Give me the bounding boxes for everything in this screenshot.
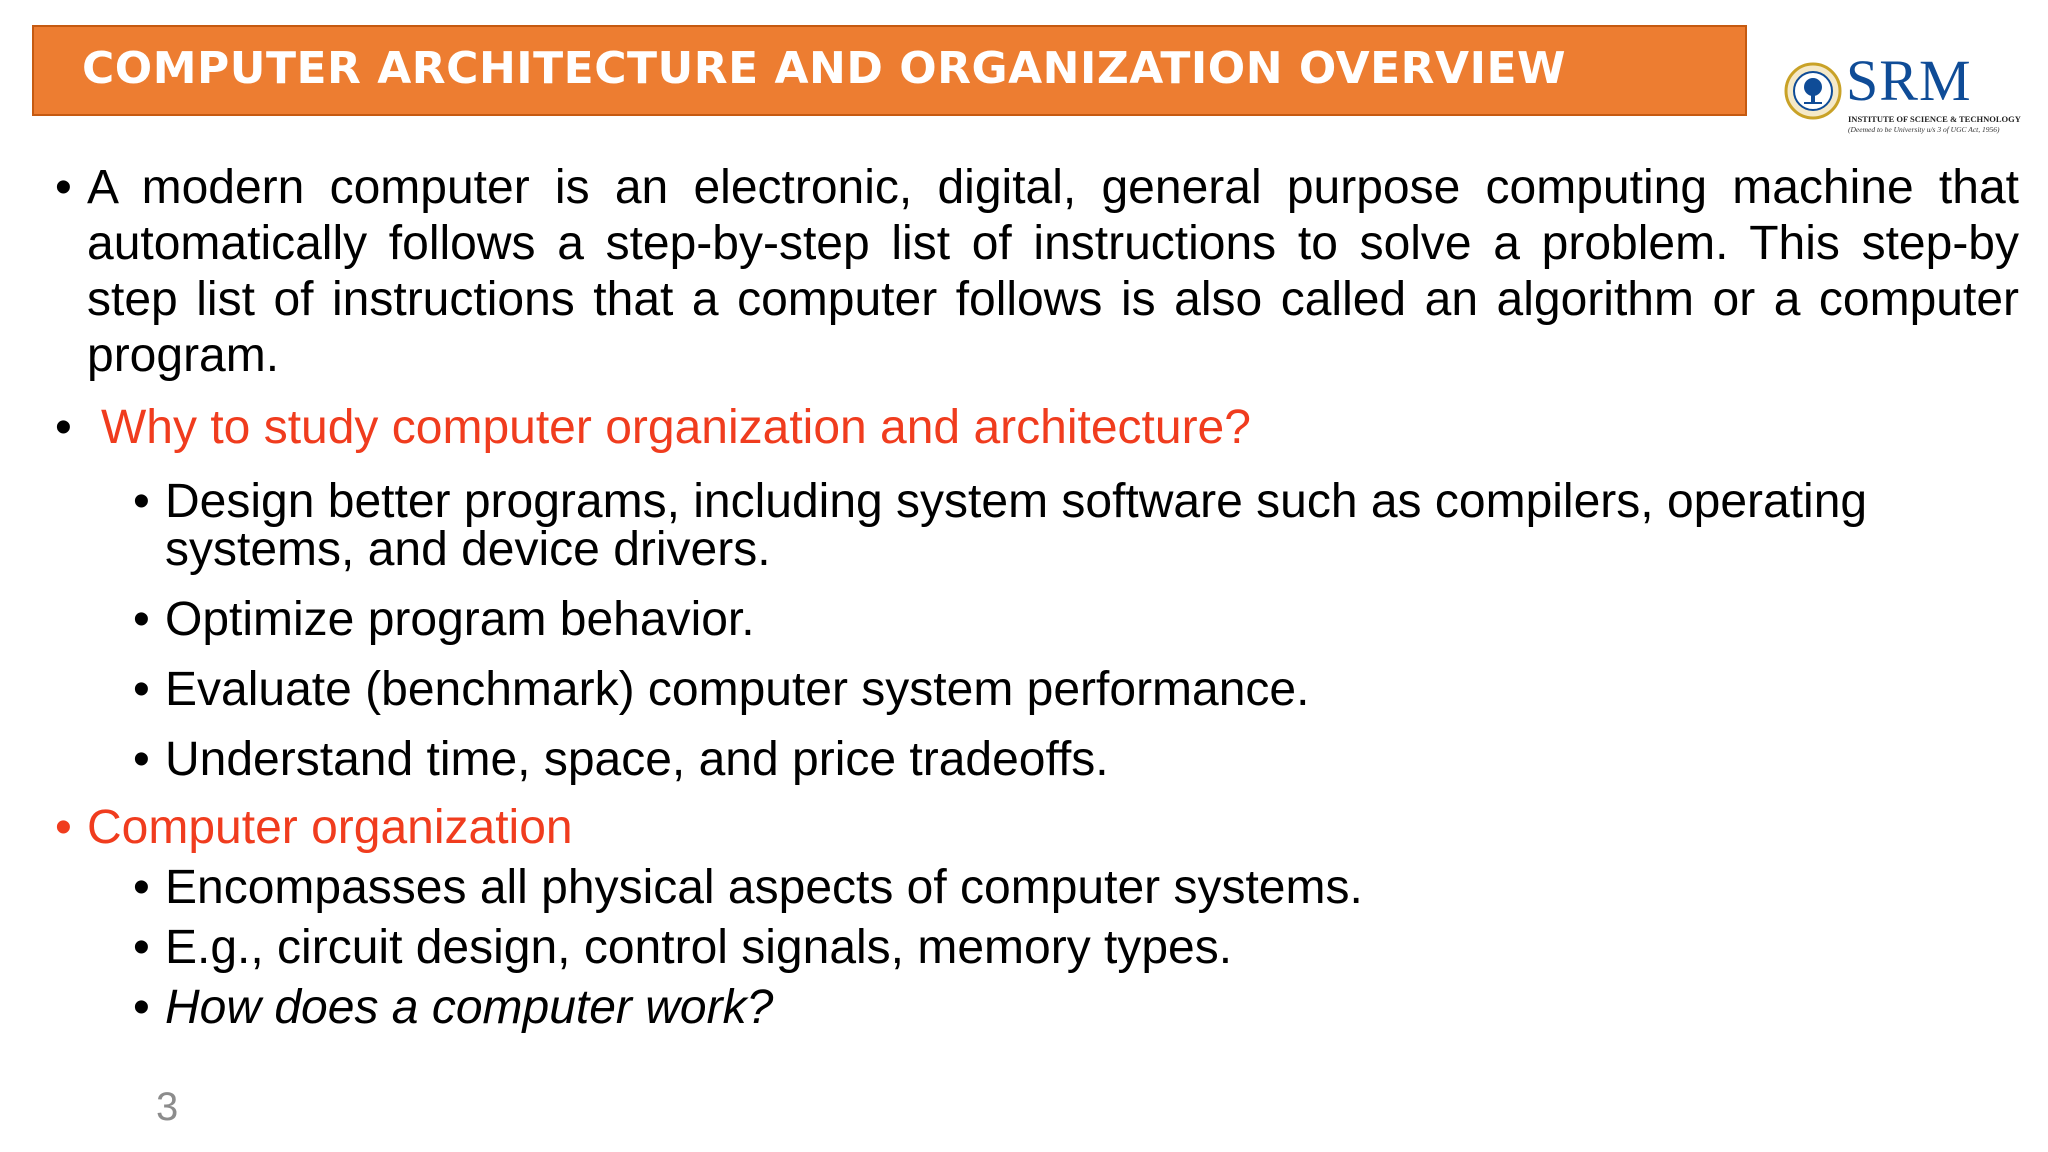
why-heading-text: Why to study computer organization and architecture? xyxy=(101,401,1251,454)
sub-bullet-dot: • xyxy=(133,981,150,1034)
org-item-text: E.g., circuit design, control signals, memory types. xyxy=(165,921,1233,974)
logo-tagline: (Deemed to be University u/s 3 of UGC Act, 1956) xyxy=(1848,125,2000,134)
sub-bullet-dot: • xyxy=(133,733,150,786)
org-item xyxy=(55,981,2025,1034)
sub-bullet-dot: • xyxy=(133,861,150,914)
sub-bullet-dot: • xyxy=(133,593,150,646)
page-number: 3 xyxy=(156,1085,179,1129)
bullet-intro xyxy=(55,160,2025,384)
slide-content xyxy=(55,160,2025,1032)
srm-logo xyxy=(1784,48,2021,138)
why-item-text: Design better programs, including system software such as compilers, operating systems, and device drivers. xyxy=(165,475,1868,576)
sub-bullet-dot: • xyxy=(133,921,150,974)
bullet-intro-text: A modern computer is an electronic, digital, general purpose computing machine that automatically follows a step-by-step list of instructions to solve a problem. This step-by step list of instructions that a computer follows is also called an algorithm or a computer program. xyxy=(87,161,2019,382)
bullet-why-heading xyxy=(55,400,2025,456)
org-heading-text: Computer organization xyxy=(87,801,573,854)
sub-bullet-dot: • xyxy=(133,475,150,528)
srm-seal-icon xyxy=(1784,62,1842,120)
org-item xyxy=(55,861,2025,914)
org-item xyxy=(55,921,2025,974)
org-item-text: Encompasses all physical aspects of computer systems. xyxy=(165,861,1363,914)
why-item xyxy=(55,733,2025,786)
why-item xyxy=(55,475,2025,576)
why-item-text: Understand time, space, and price tradeoffs. xyxy=(165,733,1109,786)
title-bar xyxy=(32,25,1747,116)
bullet-dot: • xyxy=(55,161,72,214)
bullet-dot: • xyxy=(55,401,72,454)
org-item-text: How does a computer work? xyxy=(165,981,774,1034)
sub-bullet-dot: • xyxy=(133,663,150,716)
logo-subtitle: INSTITUTE OF SCIENCE & TECHNOLOGY xyxy=(1848,114,2021,124)
bullet-dot: • xyxy=(55,801,72,854)
why-item-text: Optimize program behavior. xyxy=(165,593,755,646)
slide-title: COMPUTER ARCHITECTURE AND ORGANIZATION OVERVIEW xyxy=(82,43,1567,94)
why-item-text: Evaluate (benchmark) computer system performance. xyxy=(165,663,1310,716)
why-item xyxy=(55,593,2025,646)
bullet-org-heading xyxy=(55,800,2025,856)
why-item xyxy=(55,663,2025,716)
logo-name: SRM xyxy=(1846,48,1972,113)
